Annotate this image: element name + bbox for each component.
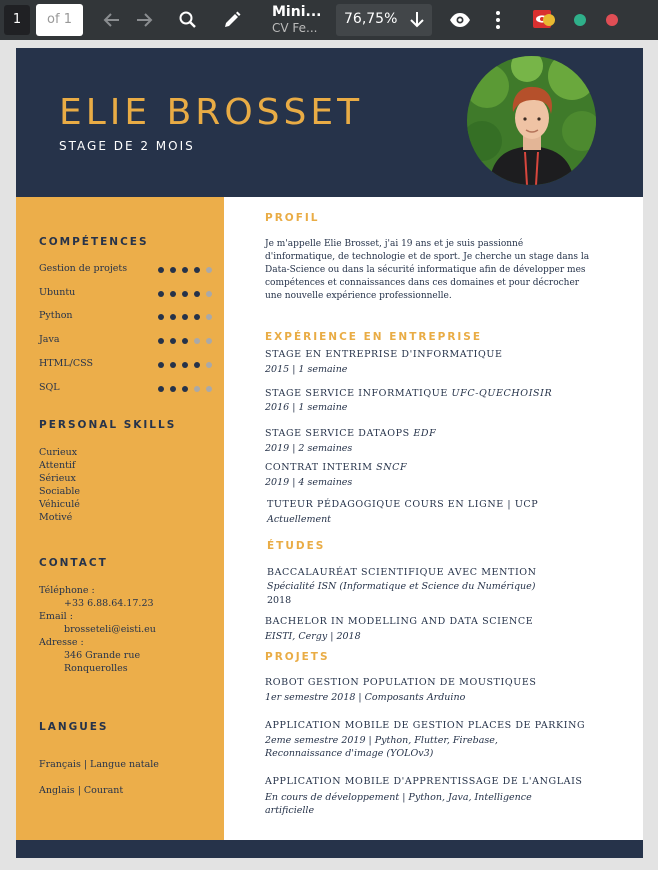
page-number-input[interactable]: 1 [4, 5, 30, 35]
more-options-icon[interactable] [486, 8, 510, 32]
cv-sidebar [16, 197, 224, 840]
skill-dot-filled [182, 386, 188, 392]
projet-details: Reconnaissance d'image (YOLOv3) [265, 748, 434, 759]
skill-dot-filled [170, 314, 176, 320]
personal-skill: Véhiculé [39, 499, 80, 510]
projet-title: APPLICATION MOBILE D'APPRENTISSAGE DE L'ANGLAIS [265, 776, 583, 787]
competences-heading: COMPÉTENCES [39, 236, 149, 248]
skill-dot-filled [158, 267, 164, 273]
skill-dot-filled [158, 362, 164, 368]
cv-name: ELIE BROSSET [59, 92, 364, 133]
download-icon[interactable] [405, 8, 429, 32]
experience-org: SNCF [376, 462, 408, 473]
profil-heading: PROFIL [265, 212, 320, 224]
skill-dot-filled [182, 267, 188, 273]
skill-dot-filled [158, 386, 164, 392]
address-line-1: 346 Grande rue [64, 650, 141, 661]
language-item: Anglais | Courant [39, 785, 124, 796]
phone-label: Téléphone : [39, 585, 95, 596]
address-label: Adresse : [39, 637, 84, 648]
experience-title: TUTEUR PÉDAGOGIQUE COURS EN LIGNE | UCP [267, 499, 539, 510]
skill-name: Ubuntu [39, 287, 76, 298]
etude-subtitle: Spécialité ISN (Informatique et Science du Numérique) [267, 581, 536, 592]
skill-dot-filled [170, 362, 176, 368]
skill-name: HTML/CSS [39, 358, 93, 369]
skill-level [158, 291, 218, 299]
projet-title: APPLICATION MOBILE DE GESTION PLACES DE PARKING [265, 720, 586, 731]
skill-dot-filled [170, 338, 176, 344]
skill-dot-filled [194, 314, 200, 320]
address-line-2: Ronquerolles [64, 663, 128, 674]
skill-dot-filled [158, 338, 164, 344]
skill-name: Gestion de projets [39, 263, 128, 274]
skill-dot-filled [158, 291, 164, 297]
skill-dot-empty [206, 314, 212, 320]
etude-subtitle: EISTI, Cergy | 2018 [265, 631, 361, 642]
page-count: of 1 [36, 4, 83, 36]
experience-details: 2019 | 4 semaines [265, 477, 353, 488]
skill-dot-empty [206, 338, 212, 344]
language-item: Français | Langue natale [39, 759, 159, 770]
window-maximize-dot[interactable] [574, 14, 586, 26]
experience-org: EDF [413, 428, 437, 439]
skill-dot-filled [194, 362, 200, 368]
skill-dot-filled [170, 386, 176, 392]
profil-text: Je m'appelle Elie Brosset, j'ai 19 ans et je suis passionné d'informatique, de technologie et de sport. Je cherche un stage dans la Data-Science ou dans la sécurité informatique afin de développer mes compétences et connaissances dans ces domaines et pour décrocher une nouvelle expérience professionnelle. [265, 239, 590, 301]
projet-details: 1er semestre 2018 | Composants Arduino [265, 692, 466, 703]
personal-skills-heading: PERSONAL SKILLS [39, 419, 177, 431]
skill-dot-empty [206, 291, 212, 297]
skill-name: SQL [39, 382, 60, 393]
cv-footer [16, 840, 643, 858]
zoom-level[interactable]: 76,75% [344, 11, 398, 27]
window-close-dot[interactable] [606, 14, 618, 26]
skill-dot-filled [158, 314, 164, 320]
skill-dot-filled [182, 338, 188, 344]
projet-title: ROBOT GESTION POPULATION DE MOUSTIQUES [265, 677, 537, 688]
skill-dot-empty [194, 338, 200, 344]
search-icon[interactable] [176, 8, 200, 32]
skill-level [158, 386, 218, 394]
experience-heading: EXPÉRIENCE EN ENTREPRISE [265, 331, 483, 343]
contact-heading: CONTACT [39, 557, 108, 569]
experience-details: 2019 | 2 semaines [265, 443, 353, 454]
experience-title: STAGE SERVICE DATAOPS EDF [265, 428, 437, 439]
experience-details: 2016 | 1 semaine [265, 402, 348, 413]
profile-photo [467, 56, 596, 185]
skill-dot-filled [194, 291, 200, 297]
skill-dot-filled [170, 267, 176, 273]
experience-org: UFC-QUECHOISIR [451, 388, 553, 399]
projet-details: En cours de développement | Python, Java, Intelligence [265, 792, 532, 803]
personal-skill: Curieux [39, 447, 78, 458]
document-subtitle: CV Fe... [272, 21, 318, 35]
skill-dot-empty [206, 386, 212, 392]
cv-subtitle: STAGE DE 2 MOIS [59, 139, 195, 153]
skill-dot-filled [170, 291, 176, 297]
experience-title: CONTRAT INTERIM SNCF [265, 462, 408, 473]
phone-value: +33 6.88.64.17.23 [64, 598, 154, 609]
skill-dot-empty [206, 362, 212, 368]
etude-title: BACHELOR IN MODELLING AND DATA SCIENCE [265, 616, 534, 627]
cv-page [16, 48, 643, 858]
experience-title: STAGE EN ENTREPRISE D'INFORMATIQUE [265, 349, 503, 360]
email-value: brosseteli@eisti.eu [64, 624, 156, 635]
previous-page-icon[interactable] [100, 8, 124, 32]
experience-details: Actuellement [267, 514, 332, 525]
skill-dot-filled [194, 267, 200, 273]
etude-title: BACCALAURÉAT SCIENTIFIQUE AVEC MENTION [267, 567, 537, 578]
skill-name: Python [39, 310, 73, 321]
skill-dot-filled [182, 291, 188, 297]
skill-dot-empty [206, 267, 212, 273]
document-title: Mini... [272, 4, 322, 20]
next-page-icon[interactable] [132, 8, 156, 32]
skill-level [158, 338, 218, 346]
projet-details: 2eme semestre 2019 | Python, Flutter, Firebase, [265, 735, 498, 746]
experience-details: 2015 | 1 semaine [265, 364, 348, 375]
pdf-toolbar [0, 0, 658, 40]
email-label: Email : [39, 611, 73, 622]
etude-year: 2018 [267, 595, 292, 606]
personal-skill: Motivé [39, 512, 73, 523]
personal-skill: Sociable [39, 486, 80, 497]
pencil-icon[interactable] [220, 8, 244, 32]
personal-skill: Sérieux [39, 473, 76, 484]
window-minimize-dot[interactable] [543, 14, 555, 26]
eye-icon[interactable] [448, 8, 472, 32]
etudes-heading: ÉTUDES [267, 540, 326, 552]
skill-dot-filled [182, 362, 188, 368]
skill-level [158, 267, 218, 275]
projets-heading: PROJETS [265, 651, 330, 663]
skill-name: Java [39, 334, 60, 345]
projet-details: artificielle [265, 805, 315, 816]
skill-dot-filled [182, 314, 188, 320]
cv-header [16, 48, 643, 197]
personal-skill: Attentif [39, 460, 76, 471]
experience-title: STAGE SERVICE INFORMATIQUE UFC-QUECHOISIR [265, 388, 553, 399]
skill-level [158, 314, 218, 322]
langues-heading: LANGUES [39, 721, 109, 733]
skill-dot-empty [194, 386, 200, 392]
skill-level [158, 362, 218, 370]
